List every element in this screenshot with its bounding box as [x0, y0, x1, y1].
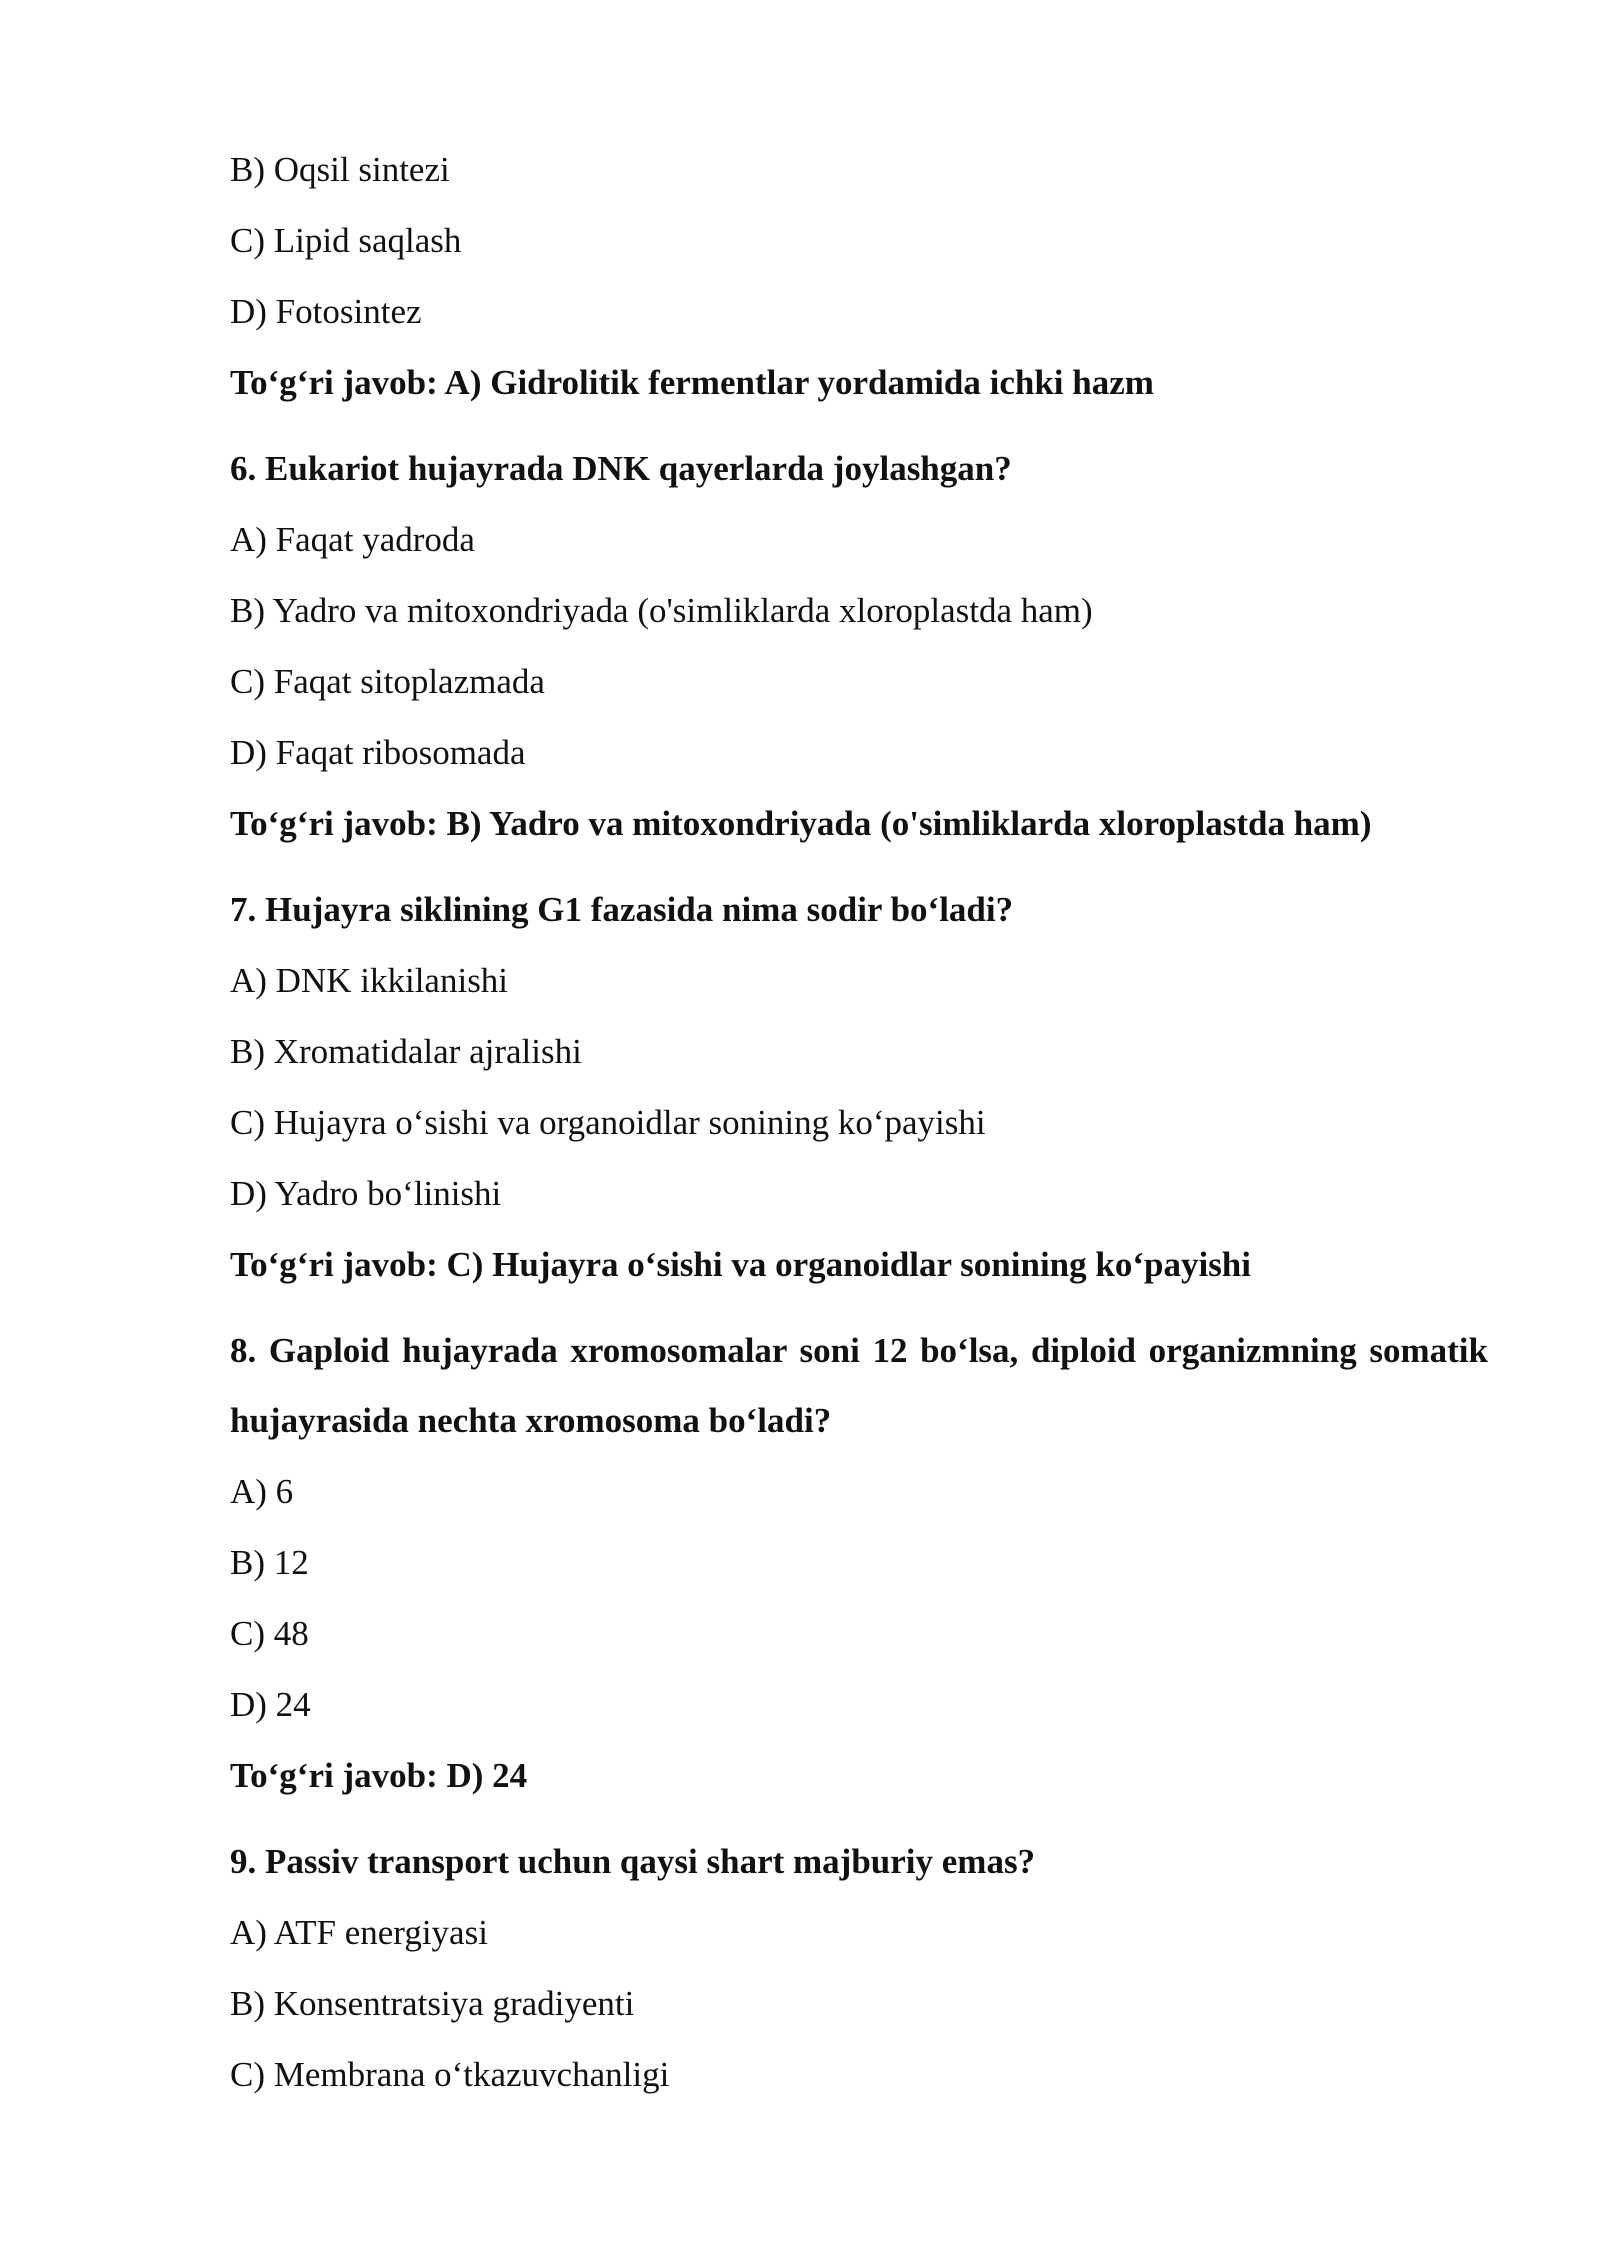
option-b: B) Oqsil sintezi	[230, 150, 450, 189]
option-d: D) Fotosintez	[230, 292, 422, 331]
option-d: D) 24	[230, 1685, 311, 1724]
question-7: 7. Hujayra siklining G1 fazasida nima sodir bo‘ladi?	[230, 890, 1014, 929]
correct-answer: To‘g‘ri javob: B) Yadro va mitoxondriyada (o'simliklarda xloroplastda ham)	[230, 804, 1372, 843]
question-9: 9. Passiv transport uchun qaysi shart majburiy emas?	[230, 1842, 1036, 1881]
option-a: A) 6	[230, 1472, 294, 1511]
option-c: C) Lipid saqlash	[230, 221, 462, 260]
option-a: A) ATF energiyasi	[230, 1913, 488, 1952]
option-d: D) Yadro bo‘linishi	[230, 1174, 502, 1213]
option-a: A) DNK ikkilanishi	[230, 961, 509, 1000]
question-6: 6. Eukariot hujayrada DNK qayerlarda joylashgan?	[230, 449, 1012, 488]
option-b: B) Konsentratsiya gradiyenti	[230, 1984, 635, 2023]
option-c: C) Hujayra o‘sishi va organoidlar sonining ko‘payishi	[230, 1103, 986, 1142]
option-b: B) Xromatidalar ajralishi	[230, 1032, 582, 1071]
option-c: C) 48	[230, 1614, 309, 1653]
option-b: B) Yadro va mitoxondriyada (o'simliklarda xloroplastda ham)	[230, 591, 1093, 630]
correct-answer: To‘g‘ri javob: C) Hujayra o‘sishi va organoidlar sonining ko‘payishi	[230, 1245, 1251, 1284]
option-c: C) Membrana o‘tkazuvchanligi	[230, 2055, 670, 2094]
correct-answer: To‘g‘ri javob: D) 24	[230, 1756, 528, 1795]
document-page	[230, 150, 1488, 2126]
option-a: A) Faqat yadroda	[230, 520, 475, 559]
option-b: B) 12	[230, 1543, 309, 1582]
correct-answer: To‘g‘ri javob: A) Gidrolitik fermentlar yordamida ichki hazm	[230, 363, 1154, 402]
question-8: 8. Gaploid hujayrada xromosomalar soni 12 bo‘lsa, diploid organizmning somatik hujayrasida nechta xromosoma bo‘ladi?	[230, 1331, 1488, 1440]
option-c: C) Faqat sitoplazmada	[230, 662, 545, 701]
option-d: D) Faqat ribosomada	[230, 733, 526, 772]
